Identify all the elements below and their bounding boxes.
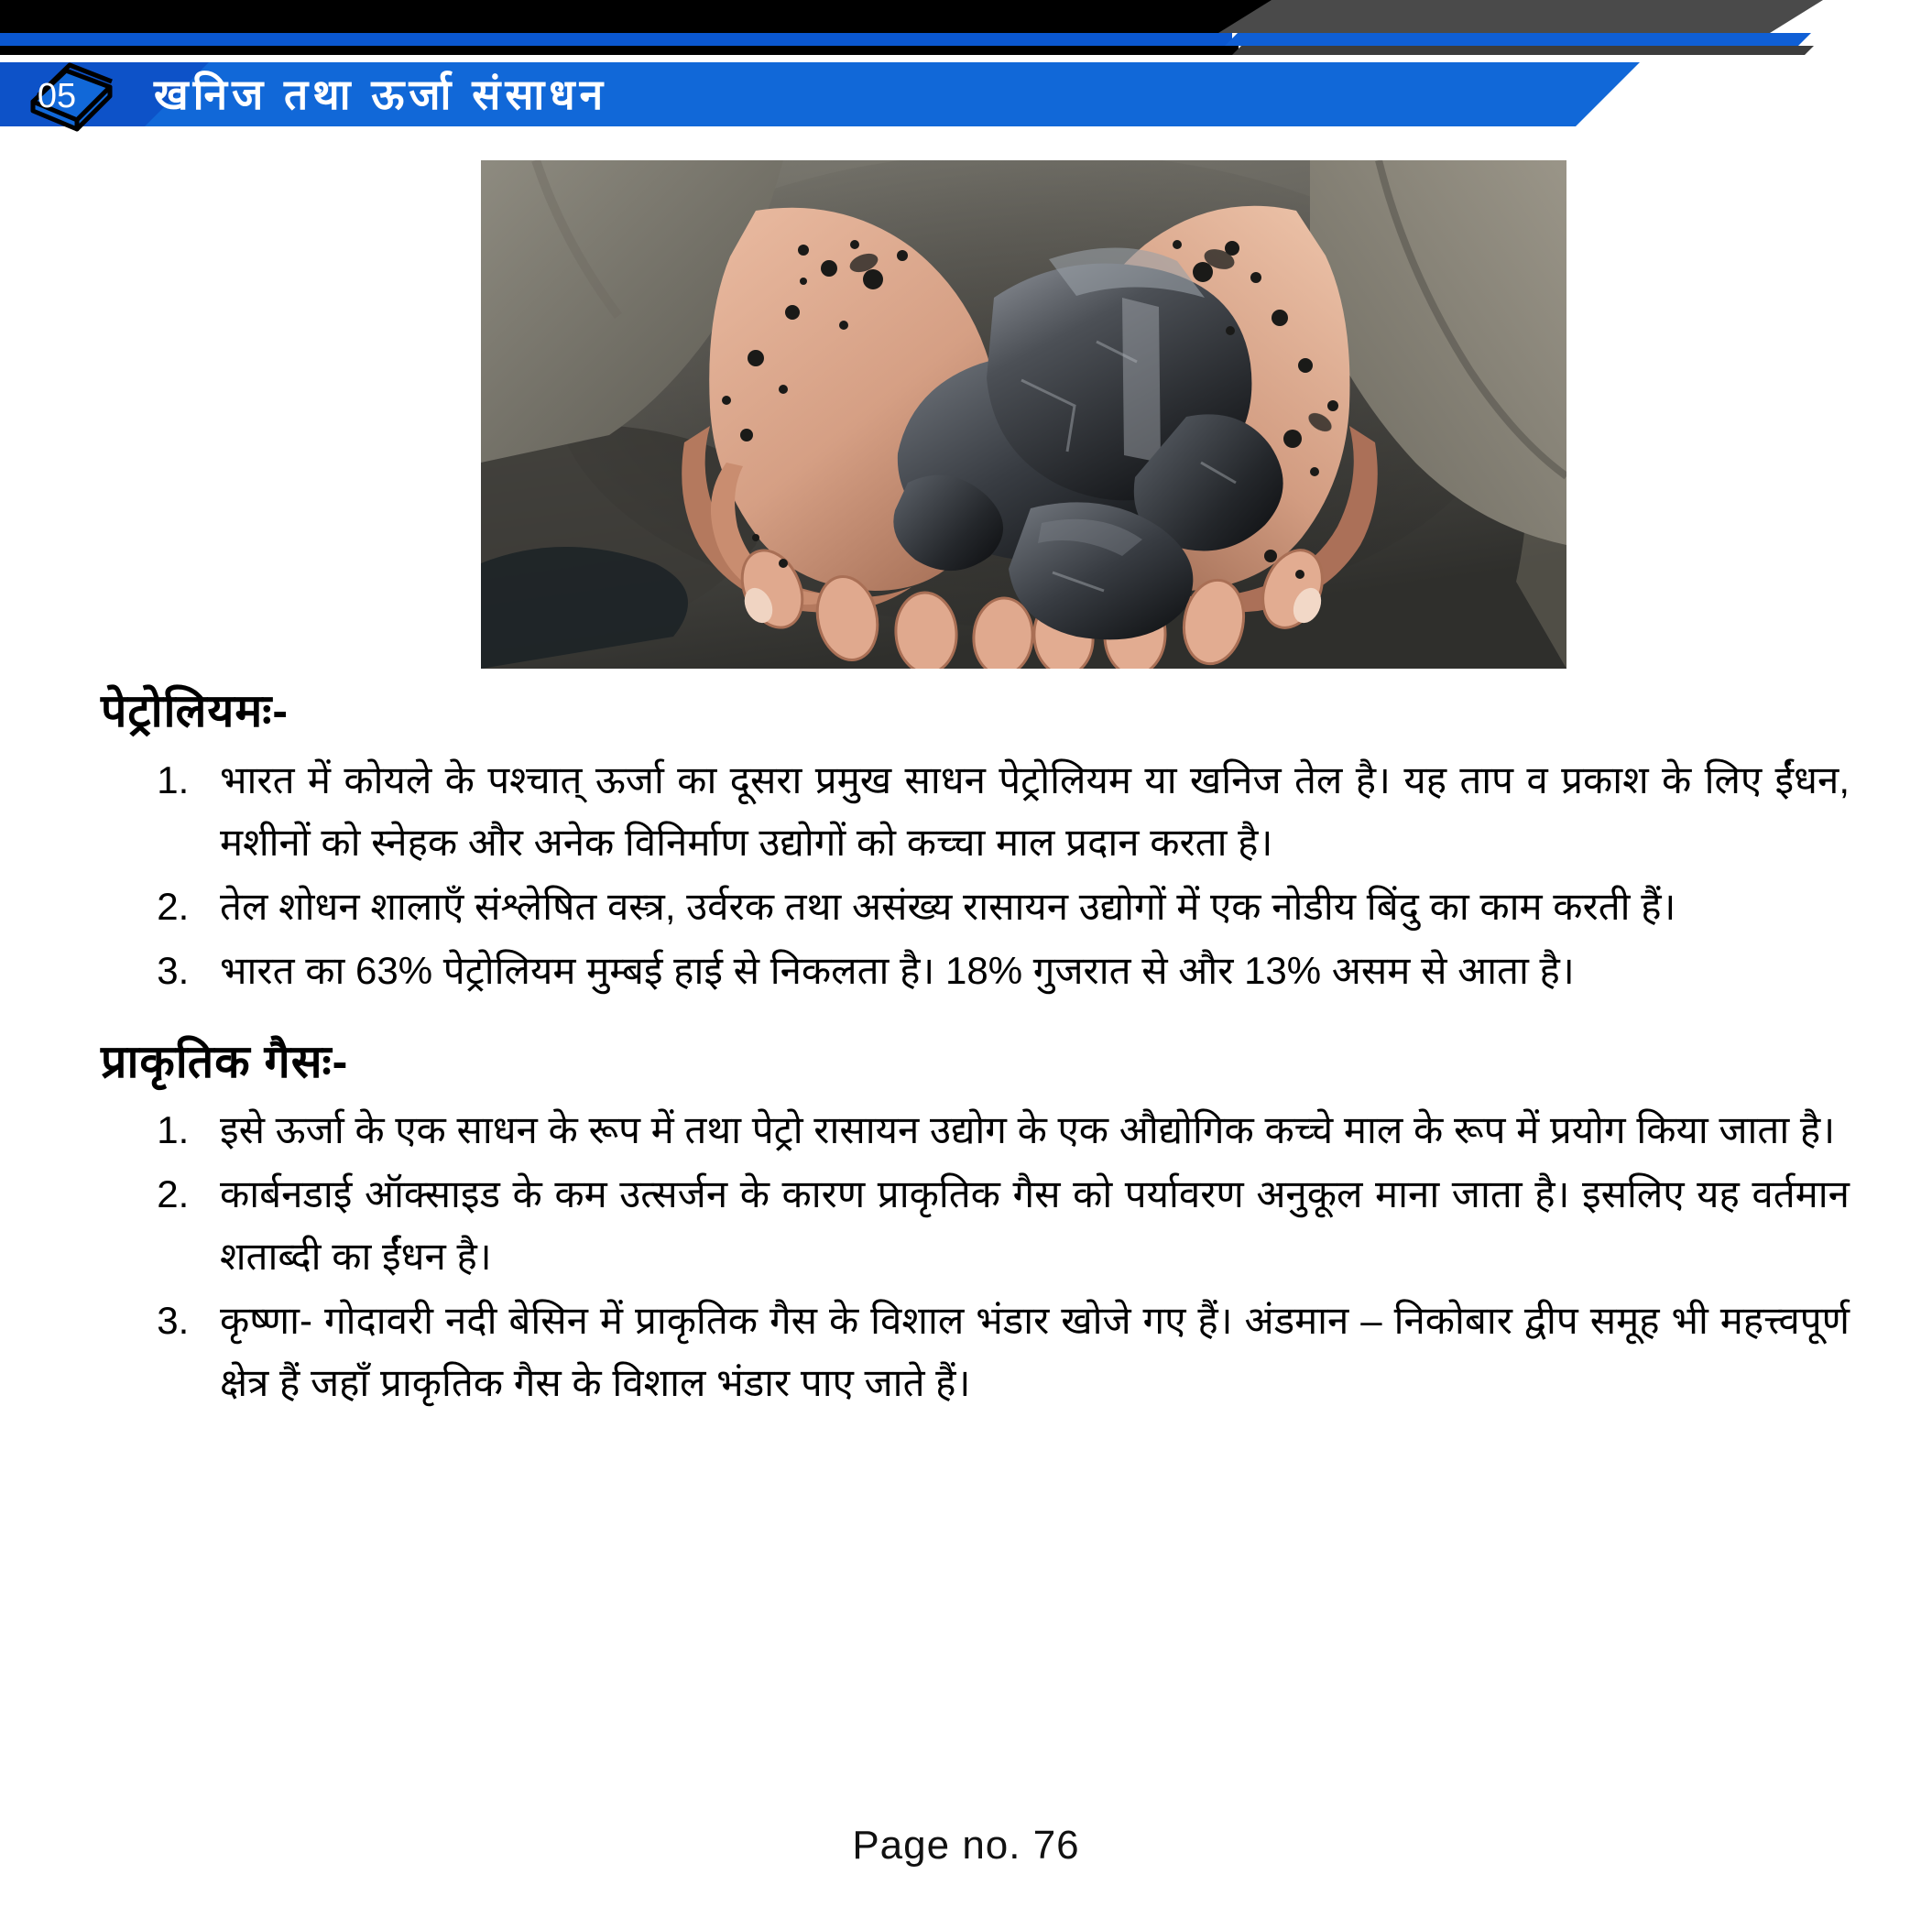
page-footer: Page no. 76 bbox=[852, 1823, 1080, 1868]
list-item bbox=[200, 876, 1850, 938]
coal-photo-figure bbox=[481, 160, 1566, 669]
header-gray-thin-rule bbox=[1232, 46, 1814, 55]
list-item-text: कृष्णा- गोदावरी नदी बेसिन में प्राकृतिक गैस के विशाल भंडार खोजे गए हैं। अंडमान – निकोबार द्वीप समूह भी महत्त्वपूर्ण क्षेत्र हैं जहाँ प्राकृतिक गैस के विशाल भंडार पाए जाते हैं। bbox=[220, 1299, 1850, 1405]
section-heading-natural-gas: प्राकृतिक गैसः- bbox=[101, 1035, 349, 1087]
list-item bbox=[200, 1099, 1850, 1161]
list-item bbox=[200, 1163, 1850, 1288]
petroleum-points-list bbox=[101, 749, 1850, 1002]
section-heading-petroleum: पेट्रोलियमः- bbox=[101, 685, 289, 736]
header-blue-rule-left bbox=[0, 33, 1232, 46]
list-item-text: भारत में कोयले के पश्चात् ऊर्जा का दूसरा प्रमुख साधन पेट्रोलियम या खनिज तेल है। यह ताप व प्रकाश के लिए ईंधन, मशीनों को स्नेहक और अनेक विनिर्माण उद्योगों को कच्चा माल प्रदान करता है। bbox=[220, 757, 1850, 864]
page-content bbox=[0, 682, 1932, 1416]
header-black-slab bbox=[0, 0, 1273, 33]
page-title: खनिज तथा ऊर्जा संसाधन bbox=[154, 71, 608, 118]
coal-lumps-in-hands-photo bbox=[481, 160, 1566, 669]
list-item bbox=[200, 749, 1850, 874]
header-gray-slab bbox=[1218, 0, 1823, 33]
list-item bbox=[200, 940, 1850, 1002]
page-header bbox=[0, 0, 1932, 137]
header-black-thin-rule bbox=[0, 46, 1239, 55]
list-item-text: तेल शोधन शालाएँ संश्लेषित वस्त्र, उर्वरक तथा असंख्य रासायन उद्योगों में एक नोडीय बिंदु का काम करती हैं। bbox=[220, 884, 1676, 928]
list-item-text: कार्बनडाई ऑक्साइड के कम उत्सर्जन के कारण प्राकृतिक गैस को पर्यावरण अनुकूल माना जाता है। इसलिए यह वर्तमान शताब्दी का ईंधन है। bbox=[220, 1172, 1850, 1279]
stacked-books-icon bbox=[20, 50, 123, 135]
list-item-text: भारत का 63% पेट्रोलियम मुम्बई हाई से निकलता है। 18% गुजरात से और 13% असम से आता है। bbox=[220, 948, 1575, 992]
natural-gas-points-list bbox=[101, 1099, 1850, 1414]
header-blue-rule-right bbox=[1225, 33, 1811, 46]
list-item bbox=[200, 1290, 1850, 1414]
chapter-number-text: 05 bbox=[37, 77, 77, 115]
list-item-text: इसे ऊर्जा के एक साधन के रूप में तथा पेट्रो रासायन उद्योग के एक औद्योगिक कच्चे माल के रूप में प्रयोग किया जाता है। bbox=[220, 1108, 1836, 1152]
